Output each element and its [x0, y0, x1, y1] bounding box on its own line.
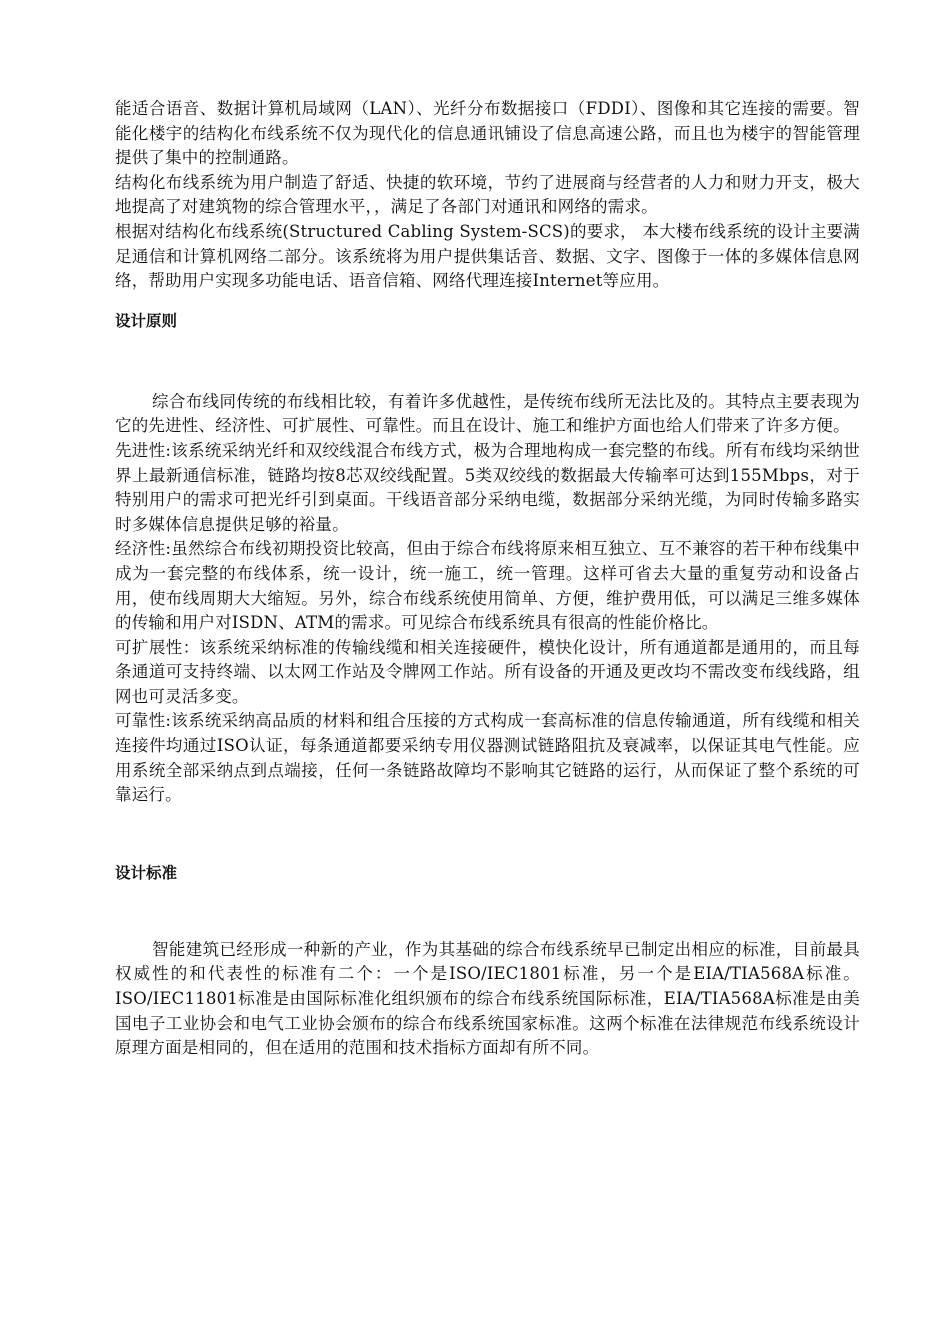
intro-paragraph-2: 结构化布线系统为用户制造了舒适、快捷的软环境，节约了进展商与经营者的人力和财力开支，极大地提高了对建筑物的综合管理水平，，满足了各部门对通讯和网络的需求。	[115, 172, 860, 217]
principle-intro-paragraph: 综合布线同传统的布线相比较，有着许多优越性，是传统布线所无法比及的。其特点主要表现为它的先进性、经济性、可扩展性、可靠性。而且在设计、施工和维护方面也给人们带来了许多方便。	[115, 391, 860, 436]
principle-reliability-paragraph: 可靠性:该系统采纳高品质的材料和组合压接的方式构成一套高标准的信息传输通道，所有线缆和相关连接件均通过ISO认证，每条通道都要采纳专用仪器测试链路阻抗及衰减率，以保证其电气性能。应用系统全部采纳点到点端接，任何一条链路故障均不影响其它链路的运行，从而保证了整个系统的可靠运行。	[115, 711, 860, 805]
principle-advanced-paragraph: 先进性:该系统采纳光纤和双绞线混合布线方式，极为合理地构成一套完整的布线。所有布线均采纳世界上最新通信标准，链路均按8芯双绞线配置。5类双绞线的数据最大传输率可达到155Mbps，对于特别用户的需求可把光纤引到桌面。干线语音部分采纳电缆，数据部分采纳光缆，为同时传输多路实时多媒体信息提供足够的裕量。	[115, 440, 860, 534]
principle-economy-paragraph: 经济性:虽然综合布线初期投资比较高，但由于综合布线将原来相互独立、互不兼容的若干种布线集中成为一套完整的布线体系，统一设计，统一施工，统一管理。这样可省去大量的重复劳动和设备占用，使布线周期大大缩短。另外，综合布线系统使用简单、方便，维护费用低，可以满足三维多媒体的传输和用户对ISDN、ATM的需求。可见综合布线系统具有很高的性能价格比。	[115, 539, 860, 633]
principle-scalability-paragraph: 可扩展性：该系统采纳标准的传输线缆和相关连接硬件，模快化设计，所有通道都是通用的，而且每条通道可支持终端、以太网工作站及令牌网工作站。所有设备的开通及更改均不需改变布线线路，组网也可灵活多变。	[115, 637, 860, 706]
standard-paragraph: 智能建筑已经形成一种新的产业，作为其基础的综合布线系统早已制定出相应的标准，目前最具权威性的和代表性的标准有二个：一个是ISO/IEC1801标准，另一个是EIA/TIA568A标准。ISO/IEC11801标准是由国际标准化组织颁布的综合布线系统国际标准，EIA/TIA568A标准是由美国电子工业协会和电气工业协会颁布的综合布线系统国家标准。这两个标准在法律规范布线系统设计原理方面是相同的，但在适用的范围和技术指标方面却有所不同。	[115, 939, 860, 1058]
section-heading-design-standard: 设计标准	[115, 863, 178, 882]
section-heading-design-principle: 设计原则	[115, 311, 178, 330]
intro-paragraph-3: 根据对结构化布线系统(Structured Cabling System-SCS)的要求， 本大楼布线系统的设计主要满足通信和计算机网络二部分。该系统将为用户提供集话音、数据、文字、图像于一体的多媒体信息网络，帮助用户实现多功能电话、语音信箱、网络代理连接Internet等应用。	[115, 221, 860, 291]
intro-paragraph-1: 能适合语音、数据计算机局域网（LAN）、光纤分布数据接口（FDDI）、图像和其它连接的需要。智能化楼宇的结构化布线系统不仅为现代化的信息通讯铺设了信息高速公路，而且也为楼宇的智能管理提供了集中的控制通路。	[115, 99, 860, 168]
document-page	[115, 97, 860, 1061]
